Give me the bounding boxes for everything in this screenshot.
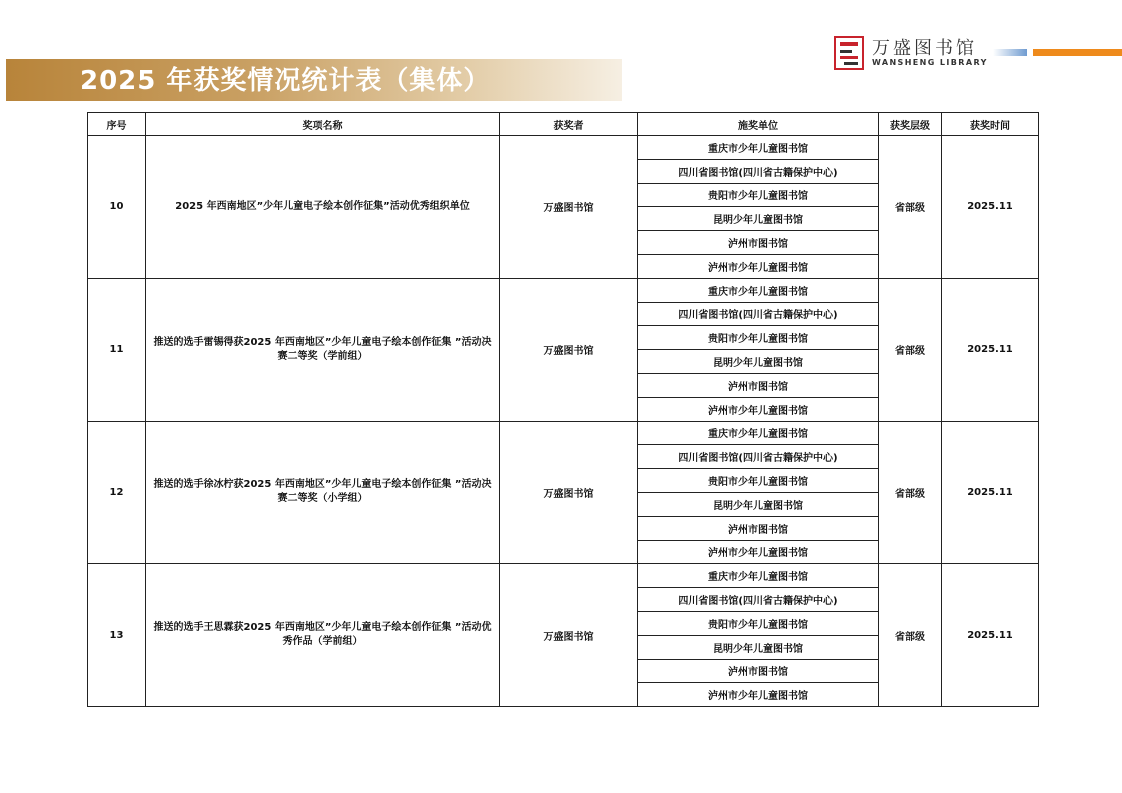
issuer: 四川省图书馆(四川省古籍保护中心) — [638, 588, 879, 612]
award-level: 省部级 — [879, 421, 942, 564]
decor-bar-blue — [993, 49, 1027, 56]
library-logo — [834, 34, 988, 74]
header-time: 获奖时间 — [942, 113, 1039, 136]
table-row — [88, 421, 1039, 445]
header-winner: 获奖者 — [500, 113, 638, 136]
issuer: 昆明少年儿童图书馆 — [638, 635, 879, 659]
header-no: 序号 — [88, 113, 146, 136]
award-level: 省部级 — [879, 564, 942, 707]
winner: 万盛图书馆 — [500, 564, 638, 707]
issuer: 重庆市少年儿童图书馆 — [638, 136, 879, 160]
library-seal-icon — [834, 36, 864, 70]
row-no: 11 — [88, 278, 146, 421]
issuer: 四川省图书馆(四川省古籍保护中心) — [638, 302, 879, 326]
header-award: 奖项名称 — [146, 113, 500, 136]
issuer: 泸州市图书馆 — [638, 516, 879, 540]
issuer: 泸州市少年儿童图书馆 — [638, 254, 879, 278]
page-title: 2025 年获奖情况统计表（集体） — [80, 66, 491, 96]
award-time: 2025.11 — [942, 421, 1039, 564]
winner: 万盛图书馆 — [500, 136, 638, 279]
winner: 万盛图书馆 — [500, 421, 638, 564]
award-time: 2025.11 — [942, 564, 1039, 707]
issuer: 重庆市少年儿童图书馆 — [638, 278, 879, 302]
issuer: 泸州市图书馆 — [638, 231, 879, 255]
issuer: 昆明少年儿童图书馆 — [638, 492, 879, 516]
issuer: 四川省图书馆(四川省古籍保护中心) — [638, 445, 879, 469]
issuer: 重庆市少年儿童图书馆 — [638, 564, 879, 588]
award-level: 省部级 — [879, 136, 942, 279]
issuer: 泸州市图书馆 — [638, 659, 879, 683]
issuer: 泸州市少年儿童图书馆 — [638, 397, 879, 421]
issuer: 昆明少年儿童图书馆 — [638, 207, 879, 231]
issuer: 贵阳市少年儿童图书馆 — [638, 469, 879, 493]
award-name: 推送的选手雷锡得获2025 年西南地区”少年儿童电子绘本创作征集 ”活动决赛二等奖（学前组） — [146, 278, 500, 421]
row-no: 10 — [88, 136, 146, 279]
award-time: 2025.11 — [942, 136, 1039, 279]
award-name: 推送的选手徐冰柠获2025 年西南地区”少年儿童电子绘本创作征集 ”活动决赛二等奖（小学组） — [146, 421, 500, 564]
logo-name-cn: 万盛图书馆 — [872, 38, 977, 59]
awards-table — [87, 112, 1039, 707]
issuer: 昆明少年儿童图书馆 — [638, 350, 879, 374]
award-name: 2025 年西南地区”少年儿童电子绘本创作征集”活动优秀组织单位 — [146, 136, 500, 279]
decor-bar-orange — [1033, 49, 1122, 56]
table-row — [88, 278, 1039, 302]
issuer: 泸州市少年儿童图书馆 — [638, 540, 879, 564]
award-name: 推送的选手王思霖获2025 年西南地区”少年儿童电子绘本创作征集 ”活动优秀作品（学前组） — [146, 564, 500, 707]
table-row — [88, 564, 1039, 588]
header-issuer: 施奖单位 — [638, 113, 879, 136]
row-no: 13 — [88, 564, 146, 707]
table-row — [88, 136, 1039, 160]
issuer: 四川省图书馆(四川省古籍保护中心) — [638, 159, 879, 183]
award-time: 2025.11 — [942, 278, 1039, 421]
issuer: 泸州市图书馆 — [638, 373, 879, 397]
award-level: 省部级 — [879, 278, 942, 421]
issuer: 贵阳市少年儿童图书馆 — [638, 326, 879, 350]
issuer: 重庆市少年儿童图书馆 — [638, 421, 879, 445]
table-header-row — [88, 113, 1039, 136]
issuer: 贵阳市少年儿童图书馆 — [638, 611, 879, 635]
winner: 万盛图书馆 — [500, 278, 638, 421]
logo-name-en: WANSHENG LIBRARY — [872, 58, 988, 67]
issuer: 贵阳市少年儿童图书馆 — [638, 183, 879, 207]
header-level: 获奖层级 — [879, 113, 942, 136]
row-no: 12 — [88, 421, 146, 564]
issuer: 泸州市少年儿童图书馆 — [638, 683, 879, 707]
